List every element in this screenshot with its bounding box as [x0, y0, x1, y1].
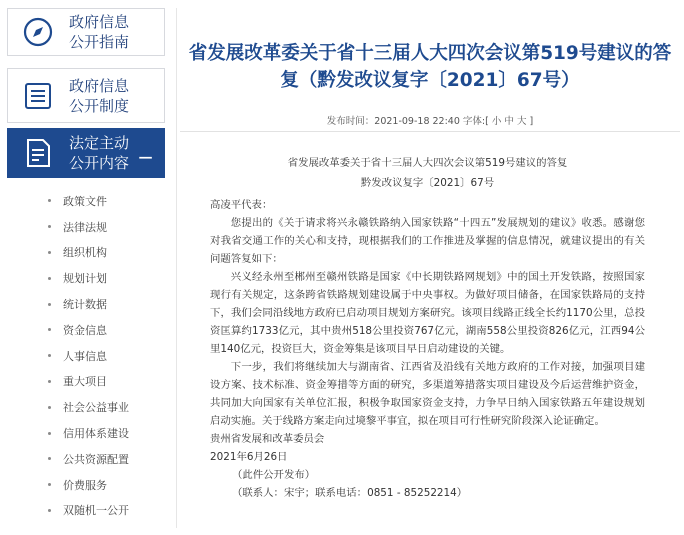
sidebar-box-label: 政府信息 公开制度: [69, 76, 130, 115]
sidebar-box-statutory-content[interactable]: [7, 128, 165, 178]
contact-info: （联系人：宋宇；联系电话：0851 - 85252214）: [232, 487, 468, 499]
paragraph: 下一步，我们将继续加大与湖南省、江西省及沿线有关地方政府的工作对接，加强项目建设方案、技术标准、资金筹措等方面的研究，多渠道筹措落实项目建设及今后运营维护资金，共同加大向国家有关单位汇报，积极争取国家资金支持，力争早日纳入国家铁路五年建设规划启动实施。关于线路方案走向过境黎平事宜，拟在项目可行性研究阶段深入论证确定。: [210, 361, 645, 427]
font-size-label: 字体:[: [462, 116, 489, 127]
collapse-toggle[interactable]: −: [137, 145, 154, 169]
bullet-icon: [48, 432, 51, 435]
article-meta: [180, 113, 680, 127]
font-size-medium[interactable]: 中: [504, 116, 514, 127]
subnav-item[interactable]: 法律法规: [7, 214, 170, 240]
article: [180, 8, 680, 528]
sidebar-box-disclosure-guide[interactable]: [7, 8, 165, 56]
edit-document-icon: [21, 136, 55, 170]
font-size-large[interactable]: 大: [516, 116, 527, 127]
doc-title: 省发展改革委关于省十三届人大四次会议第519号建议的答复: [287, 157, 568, 169]
subnav-item[interactable]: 公共资源配置: [7, 446, 170, 472]
publish-time: 2021-09-18 22:40: [374, 116, 460, 127]
subnav-item[interactable]: 双随机一公开: [7, 498, 170, 524]
divider: [176, 8, 177, 528]
subnav-item[interactable]: 价费服务: [7, 472, 170, 498]
page-title: 省发展改革委关于省十三届人大四次会议第519号建议的答复（黔发改议复字〔2021〕67号）: [188, 43, 672, 91]
bullet-icon: [48, 354, 51, 357]
list-document-icon: [21, 79, 55, 113]
sidebar-box-label: 政府信息 公开指南: [69, 13, 130, 51]
bullet-icon: [48, 225, 51, 228]
publication-note: （此件公开发布）: [232, 469, 316, 481]
subnav-item[interactable]: 规划计划: [7, 265, 170, 291]
bullet-icon: [48, 457, 51, 460]
signature-org: 贵州省发展和改革委员会: [210, 433, 325, 445]
paragraph: 兴义经永州至郴州至赣州铁路是国家《中长期铁路网规划》中的国土开发铁路，按照国家现行有关规定，这条跨省铁路规划建设属于中央事权。为做好项目储备，在国家铁路局的支持下，我们会同沿线地方政府已启动项目规划方案研究。该项目线路正线全长约1170公里，总投资匡算约1733亿元，其中贵州518公里投资767亿元，湖南558公里投资826亿元，江西94公里140亿元，投资巨大，资金筹集是该项目早日启动建设的关键。: [210, 271, 645, 355]
bullet-icon: [48, 328, 51, 331]
bullet-icon: [48, 380, 51, 383]
subnav-item[interactable]: 政策文件: [7, 188, 170, 214]
publish-label: 发布时间：: [326, 116, 375, 127]
font-size-small[interactable]: 小: [491, 116, 502, 127]
bullet-icon: [48, 406, 51, 409]
subnav-item[interactable]: 重大项目: [7, 369, 170, 395]
salutation: 高凌平代表：: [210, 199, 273, 211]
signature-date: 2021年6月26日: [210, 451, 288, 463]
bullet-icon: [48, 483, 51, 486]
bullet-icon: [48, 251, 51, 254]
bullet-icon: [48, 199, 51, 202]
article-body: [210, 154, 645, 502]
sidebar-box-label: 法定主动 公开内容: [69, 134, 130, 172]
sub-navigation: [7, 188, 170, 523]
subnav-item[interactable]: 信用体系建设: [7, 420, 170, 446]
divider: [180, 131, 680, 132]
subnav-item[interactable]: 资金信息: [7, 317, 170, 343]
bullet-icon: [48, 277, 51, 280]
font-size-close: ]: [529, 116, 534, 127]
sidebar-box-disclosure-system[interactable]: [7, 68, 165, 123]
compass-icon: [21, 15, 55, 49]
subnav-item[interactable]: 统计数据: [7, 291, 170, 317]
subnav-item[interactable]: 社会公益事业: [7, 394, 170, 420]
subnav-item[interactable]: 组织机构: [7, 240, 170, 266]
bullet-icon: [48, 303, 51, 306]
sidebar: [7, 8, 170, 528]
paragraph: 您提出的《关于请求将兴永赣铁路纳入国家铁路“十四五”发展规划的建议》收悉。感谢您对我省交通工作的关心和支持，现根据我们的工作推进及掌握的信息情况，就建议提出的有关问题答复如下：: [210, 217, 645, 265]
doc-number: 黔发改议复字〔2021〕67号: [360, 177, 495, 189]
bullet-icon: [48, 509, 51, 512]
subnav-item[interactable]: 人事信息: [7, 343, 170, 369]
